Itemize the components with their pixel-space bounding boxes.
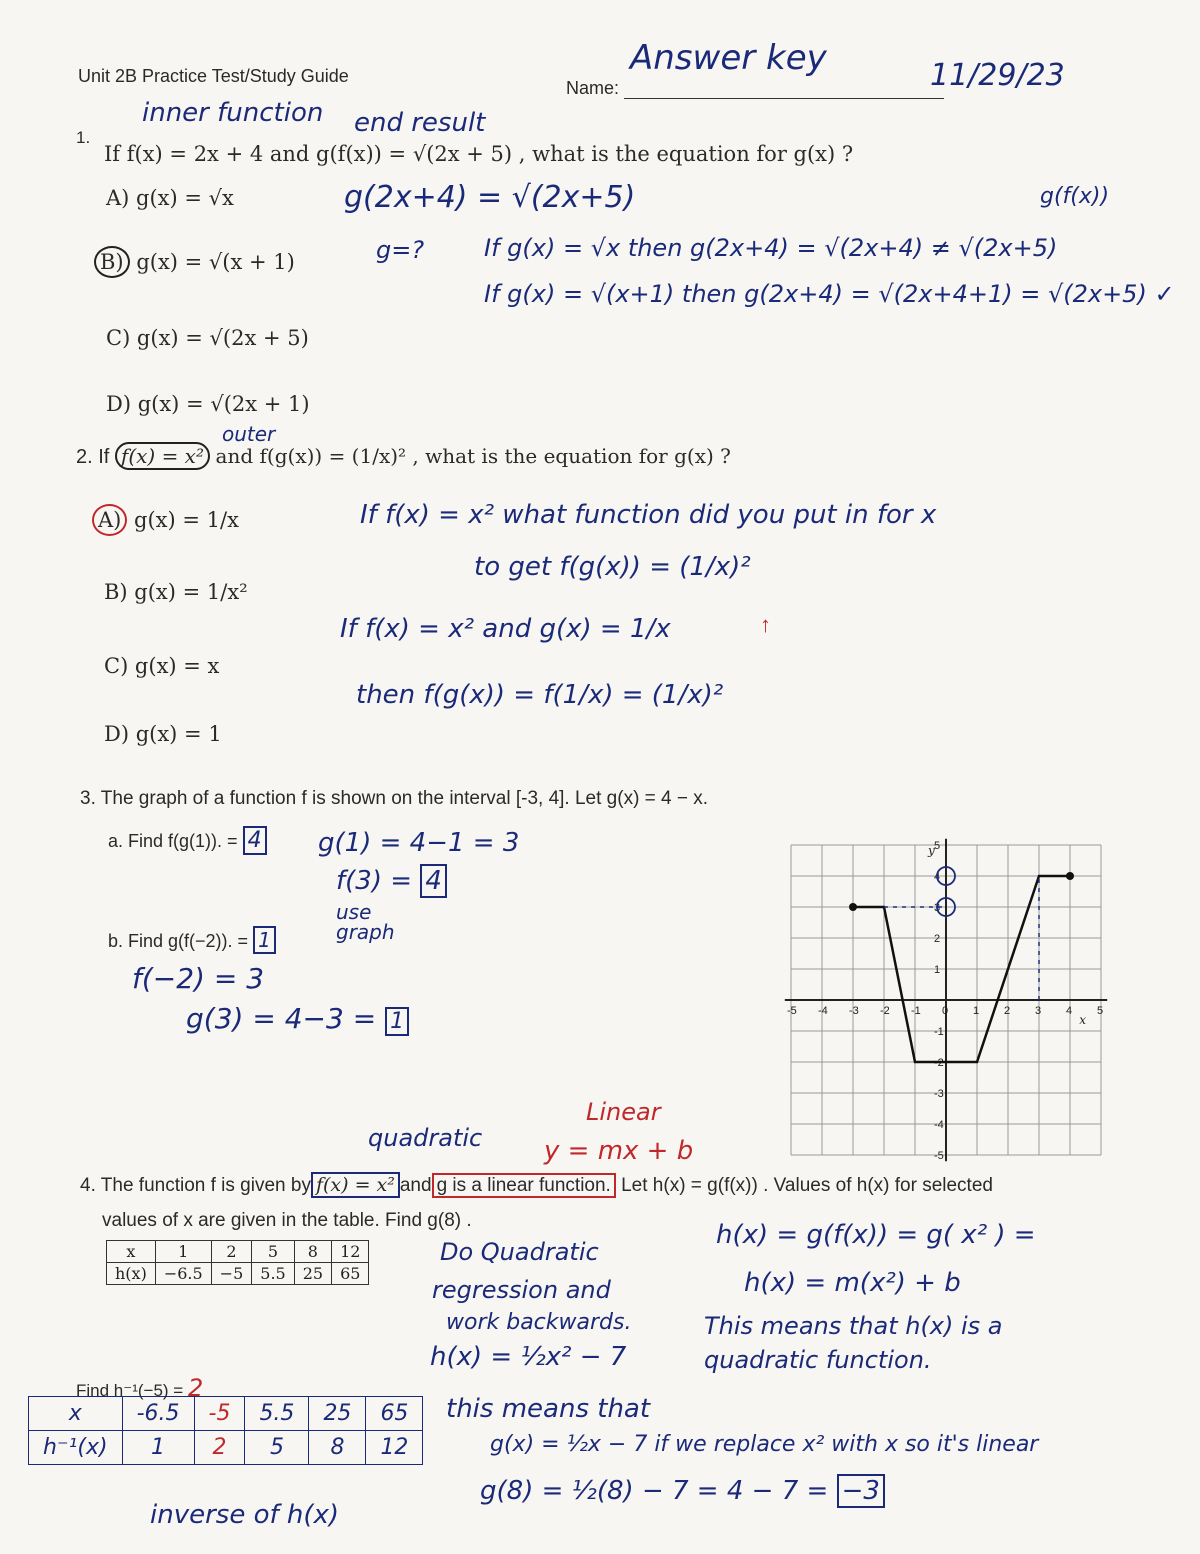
- table-header-x: x: [29, 1397, 123, 1431]
- note-outer: outer: [222, 422, 276, 446]
- table-header-hinv: h⁻¹(x): [29, 1431, 123, 1465]
- q4-question-line1: [80, 1174, 993, 1197]
- q4-question-line2: values of x are given in the table. Find g(8) .: [102, 1210, 472, 1231]
- table-row: [107, 1263, 369, 1285]
- q4-values-table: [106, 1240, 369, 1285]
- q3b-label: [108, 928, 276, 952]
- q4-inverse-text: Find h⁻¹(−5) =: [76, 1381, 184, 1400]
- q2-question: and f(g(x)) = (1/x)² , what is the equation for g(x) ?: [215, 444, 731, 468]
- q4-work-right-2: h(x) = m(x²) + b: [744, 1268, 961, 1298]
- x-tick-label: -1: [911, 1005, 921, 1017]
- q4-work-right-1: h(x) = g(f(x)) = g( x² ) =: [716, 1220, 1036, 1250]
- table-cell: 25: [309, 1397, 366, 1431]
- q1-work-gf: g(f(x)): [1040, 184, 1110, 209]
- table-cell: −5: [211, 1263, 252, 1285]
- worksheet-title: Unit 2B Practice Test/Study Guide: [78, 66, 349, 86]
- q4-q-and: and: [399, 1175, 432, 1196]
- q4-work-left-5: this means that: [446, 1394, 651, 1424]
- x-tick-label: 5: [1097, 1005, 1104, 1017]
- table-cell: 8: [294, 1241, 331, 1263]
- note-inner-function: inner function: [142, 98, 324, 128]
- inverse-note: inverse of h(x): [150, 1500, 340, 1530]
- table-cell: 8: [309, 1431, 366, 1465]
- x-tick-label: -4: [818, 1005, 828, 1017]
- q2-work-line2: to get f(g(x)) = (1/x)²: [474, 552, 751, 582]
- q3a-work2-answer: 4: [420, 864, 447, 898]
- table-header-x: x: [107, 1241, 156, 1263]
- x-axis-label: x: [1079, 1013, 1087, 1027]
- y-tick-label: 3: [934, 902, 941, 914]
- table-row: [107, 1241, 369, 1263]
- y-tick-label: -4: [934, 1119, 944, 1131]
- q1-number: 1.: [76, 128, 91, 147]
- q3a-work3: use graph: [336, 900, 395, 944]
- q1-option-b-text: g(x) = √(x + 1): [136, 250, 295, 274]
- table-cell: 5.5: [252, 1263, 294, 1285]
- q3b-work2-text: g(3) = 4−3 =: [186, 1002, 377, 1035]
- table-cell: -6.5: [122, 1397, 194, 1431]
- q3a-work2: [336, 866, 447, 896]
- q4-work-left-1: Do Quadratic: [440, 1238, 599, 1266]
- q2-work-line1: If f(x) = x² what function did you put in for x: [360, 500, 937, 530]
- table-cell: −6.5: [155, 1263, 211, 1285]
- q2-option-a-text: g(x) = 1/x: [134, 508, 239, 532]
- q1-work-line3: If g(x) = √(x+1) then g(2x+4) = √(2x+4+1) = √(2x+5) ✓: [484, 280, 1175, 308]
- q2-option-d: D) g(x) = 1: [104, 722, 222, 746]
- q1-option-c: C) g(x) = √(2x + 5): [106, 326, 309, 350]
- q3b-answer: 1: [253, 926, 276, 954]
- table-cell: 2: [211, 1241, 252, 1263]
- q4-work-left-7-text: g(8) = ½(8) − 7 = 4 − 7 =: [480, 1476, 829, 1506]
- x-tick-label: -2: [880, 1005, 890, 1017]
- table-row: [29, 1431, 423, 1465]
- q4-q-start: 4. The function f is given by: [80, 1175, 311, 1196]
- x-tick-label: 3: [1035, 1005, 1042, 1017]
- name-value: Answer key: [630, 38, 827, 78]
- q4-inverse-answer: 2: [187, 1374, 204, 1402]
- table-cell: 1: [155, 1241, 211, 1263]
- table-cell: 12: [366, 1431, 423, 1465]
- q3b-work1: f(−2) = 3: [132, 962, 265, 995]
- q2-fx-circled: f(x) = x²: [115, 442, 210, 470]
- q3a-text: a. Find f(g(1)). =: [108, 831, 238, 851]
- q3a-answer: 4: [243, 826, 267, 855]
- y-tick-label: -2: [934, 1057, 944, 1069]
- q4-final-answer: −3: [837, 1474, 885, 1508]
- q2-work-line4: then f(g(x)) = f(1/x) = (1/x)²: [356, 680, 724, 710]
- y-tick-label: -3: [934, 1088, 944, 1100]
- note-end-result: end result: [354, 108, 486, 138]
- q1-option-a: A) g(x) = √x: [106, 186, 234, 210]
- q2-option-c: C) g(x) = x: [104, 654, 220, 678]
- q4-work-left-2: regression and: [432, 1276, 611, 1304]
- q2-work-line3: If f(x) = x² and g(x) = 1/x: [340, 614, 671, 644]
- q3a-label: [108, 828, 267, 853]
- x-tick-label: 2: [1004, 1005, 1011, 1017]
- q2-if: 2. If: [76, 446, 110, 468]
- q2-number: [76, 444, 731, 469]
- q4-g-boxed: g is a linear function.: [432, 1173, 616, 1198]
- table-cell: 2: [194, 1431, 245, 1465]
- q3a-work2-text: f(3) =: [336, 866, 413, 896]
- q2-option-a-circle: A): [92, 504, 127, 536]
- q4-work-left-6: g(x) = ½x − 7 if we replace x² with x so it's linear: [490, 1432, 1039, 1457]
- table-cell: 5: [252, 1241, 294, 1263]
- function-graph: [786, 830, 1116, 1162]
- q3b-text: b. Find g(f(−2)). =: [108, 931, 249, 951]
- q4-work-right-4: quadratic function.: [704, 1346, 932, 1374]
- date: 11/29/23: [930, 58, 1065, 93]
- q4-work-right-3: This means that h(x) is a: [704, 1312, 1003, 1340]
- x-tick-label: -5: [787, 1005, 797, 1017]
- note-quadratic: quadratic: [368, 1124, 483, 1152]
- table-cell: -5: [194, 1397, 245, 1431]
- table-cell: 12: [332, 1241, 369, 1263]
- table-row: [29, 1397, 423, 1431]
- table-cell: 65: [366, 1397, 423, 1431]
- y-tick-label: -5: [934, 1150, 944, 1162]
- y-tick-label: 1: [934, 964, 941, 976]
- note-y-mx-b: y = mx + b: [544, 1136, 694, 1166]
- y-tick-label: 5: [934, 840, 941, 852]
- name-underline: [624, 98, 944, 99]
- x-tick-label: -3: [849, 1005, 859, 1017]
- q1-work-g-unknown: g=?: [376, 236, 425, 264]
- q3b-work2-answer: 1: [385, 1007, 409, 1036]
- table-cell: 25: [294, 1263, 331, 1285]
- q2-option-a: [92, 508, 239, 532]
- q4-work-left-3: work backwards.: [446, 1310, 632, 1335]
- table-header-h: h(x): [107, 1263, 156, 1285]
- table-cell: 65: [332, 1263, 369, 1285]
- y-tick-label: 4: [934, 871, 941, 883]
- q4-q-rest: Let h(x) = g(f(x)) . Values of h(x) for selected: [621, 1175, 993, 1196]
- q1-work-line2: If g(x) = √x then g(2x+4) = √(2x+4) ≠ √(2x+5): [484, 234, 1058, 262]
- q1-option-b: [94, 250, 295, 274]
- q1-question: If f(x) = 2x + 4 and g(f(x)) = √(2x + 5) , what is the equation for g(x) ?: [104, 142, 854, 166]
- q3b-work2: [186, 1002, 409, 1035]
- red-arrow-icon: ↑: [760, 612, 771, 637]
- x-tick-label: 1: [973, 1005, 980, 1017]
- y-tick-label: -1: [934, 1026, 944, 1038]
- note-linear: Linear: [586, 1098, 661, 1126]
- q3-question: 3. The graph of a function f is shown on the interval [-3, 4]. Let g(x) = 4 − x.: [80, 788, 709, 809]
- q4-work-left-4: h(x) = ½x² − 7: [430, 1342, 627, 1372]
- q4-work-left-7: [480, 1476, 885, 1506]
- name-label: Name:: [566, 78, 620, 98]
- q1-option-b-circle: B): [94, 246, 130, 278]
- q1-option-d: D) g(x) = √(2x + 1): [106, 392, 310, 416]
- endpoint-dot: [849, 903, 857, 911]
- x-tick-label: 4: [1066, 1005, 1073, 1017]
- y-tick-label: 2: [934, 933, 941, 945]
- inverse-table: [28, 1396, 423, 1465]
- q4-fx-boxed: f(x) = x²: [311, 1172, 400, 1198]
- table-cell: 5.5: [245, 1397, 309, 1431]
- q3a-work1: g(1) = 4−1 = 3: [318, 828, 520, 858]
- x-tick-label: 0: [942, 1005, 949, 1017]
- y-axis-label: y: [928, 843, 935, 858]
- table-cell: 5: [245, 1431, 309, 1465]
- table-cell: 1: [122, 1431, 194, 1465]
- q1-work-line1: g(2x+4) = √(2x+5): [344, 180, 636, 215]
- q2-option-b: B) g(x) = 1/x²: [104, 580, 248, 604]
- endpoint-dot: [1066, 872, 1074, 880]
